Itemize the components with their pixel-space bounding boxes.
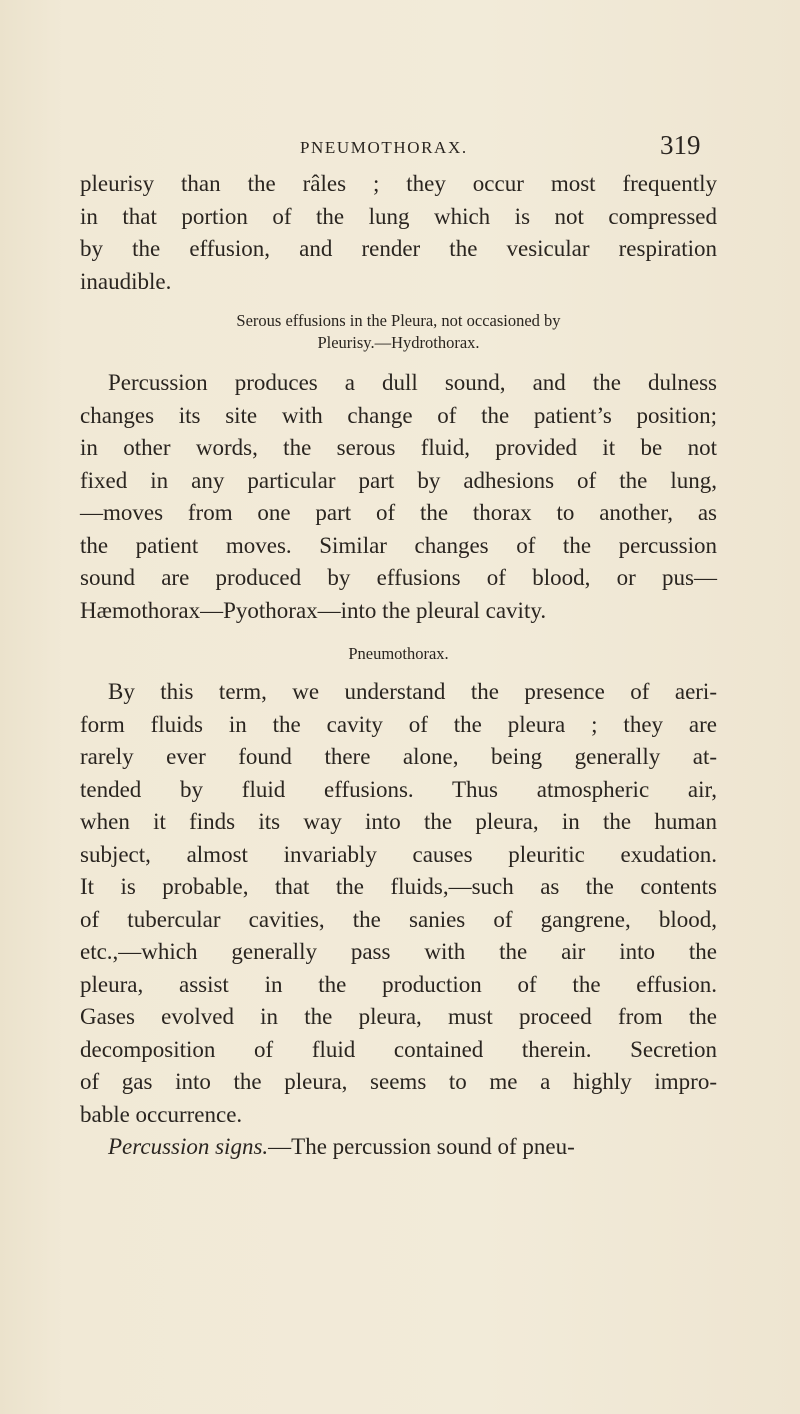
heading-line: Pleurisy.—Hydrothorax.: [317, 333, 480, 352]
text-line: in other words, the serous fluid, provided it be not: [80, 435, 717, 460]
text-line: rarely ever found there alone, being generally at-: [80, 744, 717, 769]
page-header: [0, 130, 800, 170]
text-line: form fluids in the cavity of the pleura ; they are: [80, 711, 717, 737]
paragraph-percussion-dull: [80, 367, 717, 627]
text-line: inaudible.: [80, 268, 172, 294]
text-line: by the effusion, and render the vesicular respiration: [80, 236, 717, 261]
text-line: of gas into the pleura, seems to me a highly impro-: [80, 1069, 717, 1094]
text-line: of tubercular cavities, the sanies of gangrene, blood,: [80, 906, 717, 932]
text-line: sound are produced by effusions of blood, or pus—: [80, 565, 717, 590]
text-line: changes its site with change of the patient’s position;: [80, 402, 717, 428]
paragraph-percussion-signs: [80, 1131, 717, 1164]
text-line: It is probable, that the fluids,—such as the contents: [80, 874, 717, 899]
text-line: etc.,—which generally pass with the air into the: [80, 939, 717, 964]
paragraph-pleurisy-rales: [80, 168, 717, 298]
heading-line: Serous effusions in the Pleura, not occasioned by: [236, 311, 561, 330]
text-line: bable occurrence.: [80, 1101, 243, 1127]
text-line: pleurisy than the râles ; they occur most frequently: [80, 171, 717, 196]
text-line: the patient moves. Similar changes of the percussion: [80, 532, 717, 558]
text-line: By this term, we understand the presence of aeri-: [108, 679, 717, 704]
text-line: pleura, assist in the production of the effusion.: [80, 971, 717, 997]
text-line: tended by fluid effusions. Thus atmospheric air,: [80, 776, 717, 802]
text-line: when it finds its way into the pleura, in the human: [80, 809, 717, 834]
page-number: 319: [660, 130, 701, 160]
text-line: [80, 1131, 717, 1164]
text-run: —The percussion sound of pneu-: [268, 1134, 575, 1159]
section-heading-hydrothorax: [80, 310, 717, 354]
running-head: PNEUMOTHORAX.: [300, 138, 468, 157]
paragraph-pneumothorax-definition: [80, 676, 717, 1131]
text-line: Percussion produces a dull sound, and the dulness: [108, 370, 717, 395]
body-text: [80, 168, 717, 1164]
text-line: fixed in any particular part by adhesions of the lung,: [80, 467, 717, 493]
section-heading-pneumothorax: Pneumothorax.: [348, 644, 449, 663]
text-line: —moves from one part of the thorax to another, as: [80, 500, 717, 525]
text-line: Gases evolved in the pleura, must proceed from the: [80, 1004, 717, 1029]
italic-run-in-heading: Percussion signs.: [108, 1134, 269, 1159]
text-line: in that portion of the lung which is not compressed: [80, 203, 717, 229]
text-line: subject, almost invariably causes pleuritic exudation.: [80, 841, 717, 867]
text-line: decomposition of fluid contained therein. Secretion: [80, 1036, 717, 1062]
text-line: Hæmothorax—Pyothorax—into the pleural cavity.: [80, 597, 547, 623]
